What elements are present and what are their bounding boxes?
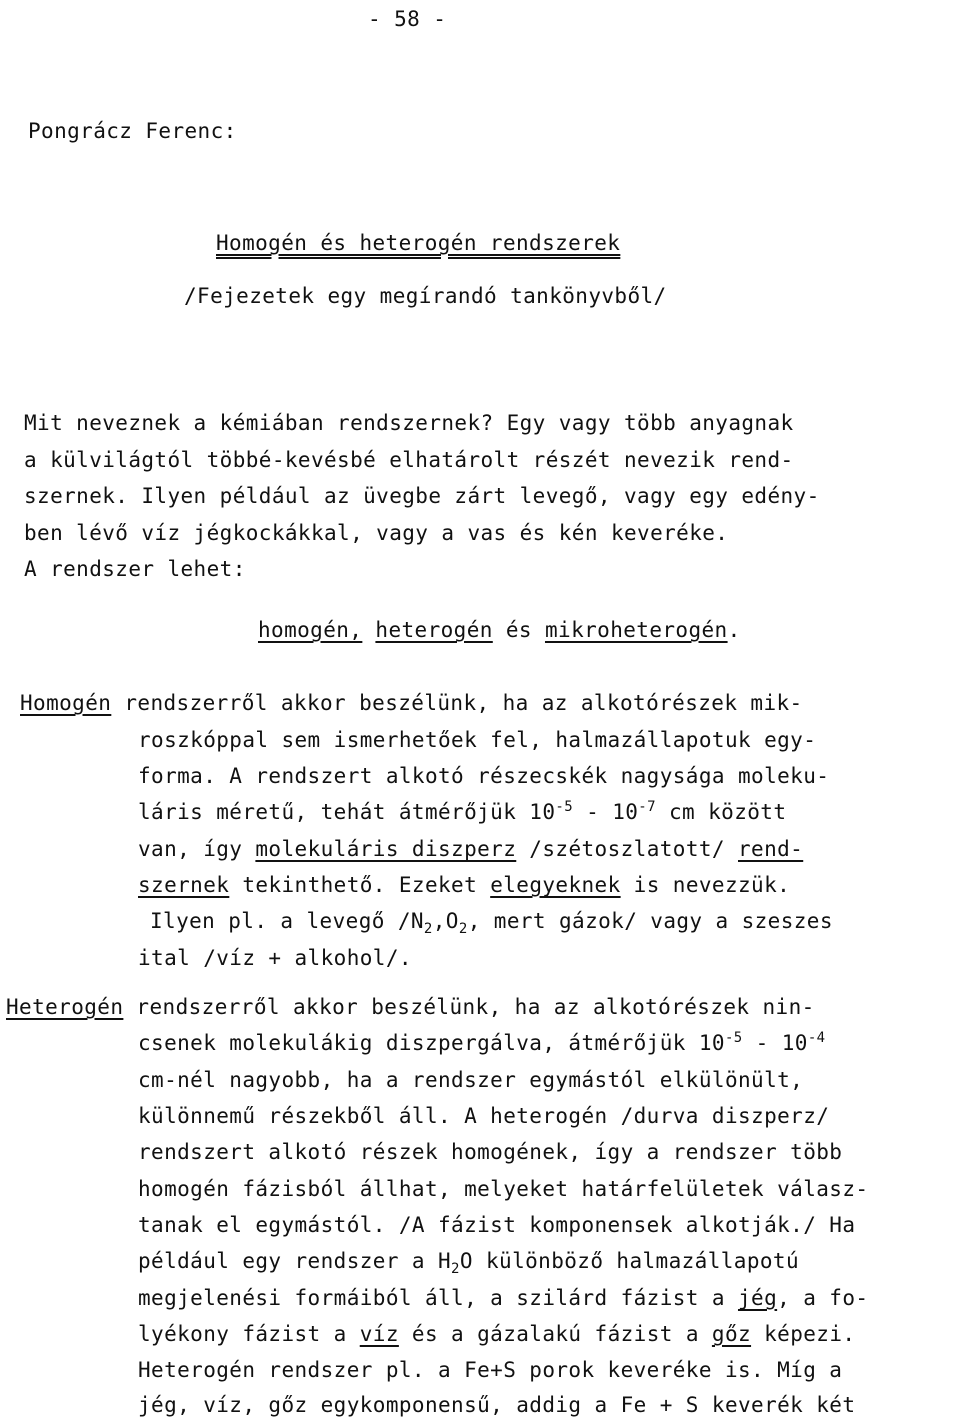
paragraph-line <box>138 872 790 898</box>
line-text: megjelenési formáiból áll, a szilárd fázist a <box>138 1286 738 1310</box>
line-text: és a gázalakú fázist a <box>398 1322 712 1346</box>
exponent: -7 <box>638 799 656 815</box>
line-text: , mert gázok/ vagy a szeszes <box>467 909 833 933</box>
line-text: láris méretű, tehát átmérőjük 10 <box>138 800 556 824</box>
line-text: lyékony fázist a <box>138 1322 360 1346</box>
intro-line: ben lévő víz jégkockákkal, vagy a vas és kén keveréke. <box>24 521 729 545</box>
line-text: tekinthető. Ezeket <box>229 873 491 897</box>
page-subtitle: /Fejezetek egy megírandó tankönyvből/ <box>184 284 667 308</box>
molecular-dispersion-term: molekuláris diszperz <box>255 837 517 861</box>
line-text: ,O <box>432 909 459 933</box>
line-text: /szétoszlatott/ <box>516 837 738 861</box>
line-text: képezi. <box>751 1322 856 1346</box>
exponent: -5 <box>724 1030 743 1046</box>
homogen-term: homogén, <box>258 618 363 642</box>
ice-term: jég <box>737 1286 778 1310</box>
steam-term: gőz <box>711 1322 752 1346</box>
paragraph-line: forma. A rendszert alkotó részecskék nagysága moleku- <box>138 764 830 788</box>
paragraph-line <box>6 994 815 1020</box>
paragraph-line: roszkóppal sem ismerhetőek fel, halmazállapotuk egy- <box>138 728 817 752</box>
line-text: rendszerről akkor beszélünk, ha az alkotórészek nin- <box>123 995 815 1019</box>
water-term: víz <box>359 1322 399 1346</box>
exponent: -4 <box>807 1030 826 1046</box>
heterogen-term: heterogén <box>375 618 493 642</box>
mikroheterogen-term: mikroheterogén <box>544 618 728 642</box>
paragraph-line: különnemű részekből áll. A heterogén /durva diszperz/ <box>138 1104 830 1128</box>
and-word: és <box>492 618 545 642</box>
types-period: . <box>727 618 741 642</box>
system-types <box>258 617 741 643</box>
subscript: 2 <box>458 921 468 938</box>
paragraph-line <box>138 799 786 825</box>
homogen-heading: Homogén <box>20 691 112 715</box>
paragraph-line <box>138 1285 868 1311</box>
system-term: rend- <box>738 837 804 861</box>
paragraph-line <box>138 1030 826 1056</box>
heterogen-heading: Heterogén <box>6 995 124 1019</box>
mixture-term: elegyeknek <box>490 873 621 897</box>
intro-line: a külvilágtól többé-kevésbé elhatárolt részét nevezik rend- <box>24 448 794 472</box>
paragraph-line <box>138 1321 855 1347</box>
paragraph-line: Heterogén rendszer pl. a Fe+S porok keveréke is. Míg a <box>138 1358 843 1382</box>
intro-line: szernek. Ilyen például az üvegbe zárt levegő, vagy egy edény- <box>24 484 820 508</box>
line-text: Ilyen pl. a levegő /N <box>150 909 424 933</box>
system-term: szernek <box>138 873 230 897</box>
paragraph-line: ital /víz + alkohol/. <box>138 946 412 970</box>
line-text: cm között <box>655 800 787 824</box>
page-number: - 58 - <box>368 7 447 31</box>
line-text: van, így <box>138 837 256 861</box>
line-text: , a fo- <box>777 1286 869 1310</box>
paragraph-line <box>150 908 833 938</box>
paragraph-line: homogén fázisból állhat, melyeket határfelületek válasz- <box>138 1177 869 1201</box>
line-text: - 10 <box>573 800 639 824</box>
paragraph-line: rendszert alkotó részek homogének, így a rendszer több <box>138 1140 843 1164</box>
line-text: is nevezzük. <box>620 873 791 897</box>
page-title: Homogén és heterogén rendszerek <box>216 231 621 255</box>
paragraph-line: cm-nél nagyobb, ha a rendszer egymástól elkülönült, <box>138 1068 804 1092</box>
subscript: 2 <box>423 921 433 938</box>
line-text: csenek molekulákig diszpergálva, átmérőjük 10 <box>138 1031 725 1055</box>
line-text: O különböző halmazállapotú <box>459 1249 800 1273</box>
subscript: 2 <box>451 1261 460 1278</box>
author: Pongrácz Ferenc: <box>28 119 237 143</box>
paragraph-line: jég, víz, gőz egykomponensű, addig a Fe + S keverék két <box>138 1393 856 1417</box>
line-text: - 10 <box>742 1031 808 1055</box>
paragraph-line <box>138 836 803 862</box>
line-text: például egy rendszer a H <box>138 1249 452 1273</box>
exponent: -5 <box>555 799 574 815</box>
intro-line: Mit neveznek a kémiában rendszernek? Egy vagy több anyagnak <box>24 411 794 435</box>
paragraph-line <box>20 690 803 716</box>
intro-line: A rendszer lehet: <box>24 557 246 581</box>
paragraph-line: tanak el egymástól. /A fázist komponensek alkotják./ Ha <box>138 1213 856 1237</box>
paragraph-line <box>138 1248 800 1278</box>
line-text: rendszerről akkor beszélünk, ha az alkotórészek mik- <box>111 691 803 715</box>
